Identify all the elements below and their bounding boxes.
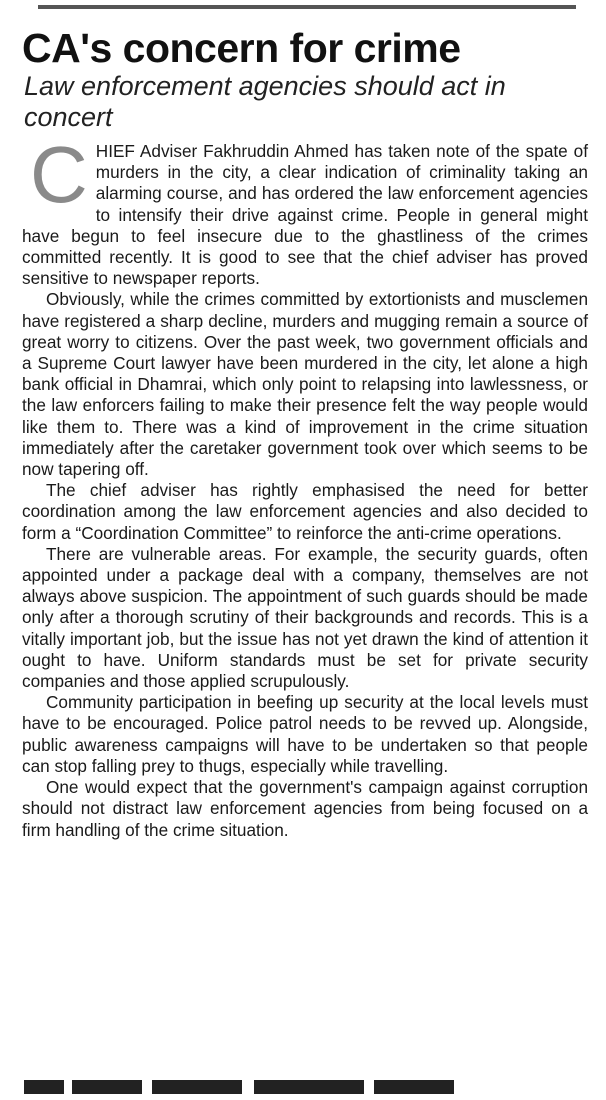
paragraph-5: Community participation in beefing up security at the local levels must have to be encouraged. Police patrol needs to be revved up. Alongside, public awareness campaigns will have to be undertaken so that people can stop falling prey to thugs, especially while travelling. [22,692,588,776]
paragraph-1-text: HIEF Adviser Fakhruddin Ahmed has taken note of the spate of murders in the city, a clear indication of criminality taking an alarming course, and has ordered the law enforcement agencies to intensify their drive against crime. People in general might have begun to feel insecure due to the ghastliness of the crimes committed recently. It is good to see that the chief adviser has proved sensitive to newspaper reports. [22,141,588,289]
paragraph-4: There are vulnerable areas. For example, the security guards, often appointed under a package deal with a company, themselves are not always above suspicion. The appointment of such guards should be made only after a thorough scrutiny of their backgrounds and records. This is a vitally important job, but the issue has not yet drawn the kind of attention it ought to have. Uniform standards must be set for private security companies and those applied scrupulously. [22,543,588,692]
paragraph-6: One would expect that the government's campaign against corruption should not distract law enforcement agencies from being focused on a firm handling of the crime situation. [22,777,588,840]
headline: CA's concern for crime [22,25,461,71]
paragraph-1 [22,130,588,289]
article-body [22,130,588,841]
top-rule [38,5,576,9]
next-article-headline-fragment [22,1080,582,1100]
paragraph-3: The chief adviser has rightly emphasised the need for better coordination among the law enforcement agencies and also decided to form a “Coordination Committee” to reinforce the anti-crime operations. [22,480,588,543]
paragraph-2: Obviously, while the crimes committed by extortionists and musclemen have registered a sharp decline, murders and mugging remain a source of great worry to citizens. Over the past week, two government officials and a Supreme Court lawyer have been murdered in the city, let alone a high bank official in Dhamrai, which only point to relapsing into lawlessness, or the law enforcers failing to make their presence felt the way people would like them to. There was a kind of improvement in the crime situation immediately after the caretaker government took over which seems to be now tapering off. [22,289,588,480]
drop-cap: C [30,130,88,219]
subheadline: Law enforcement agencies should act in concert [24,71,506,132]
editorial-article [22,26,588,841]
